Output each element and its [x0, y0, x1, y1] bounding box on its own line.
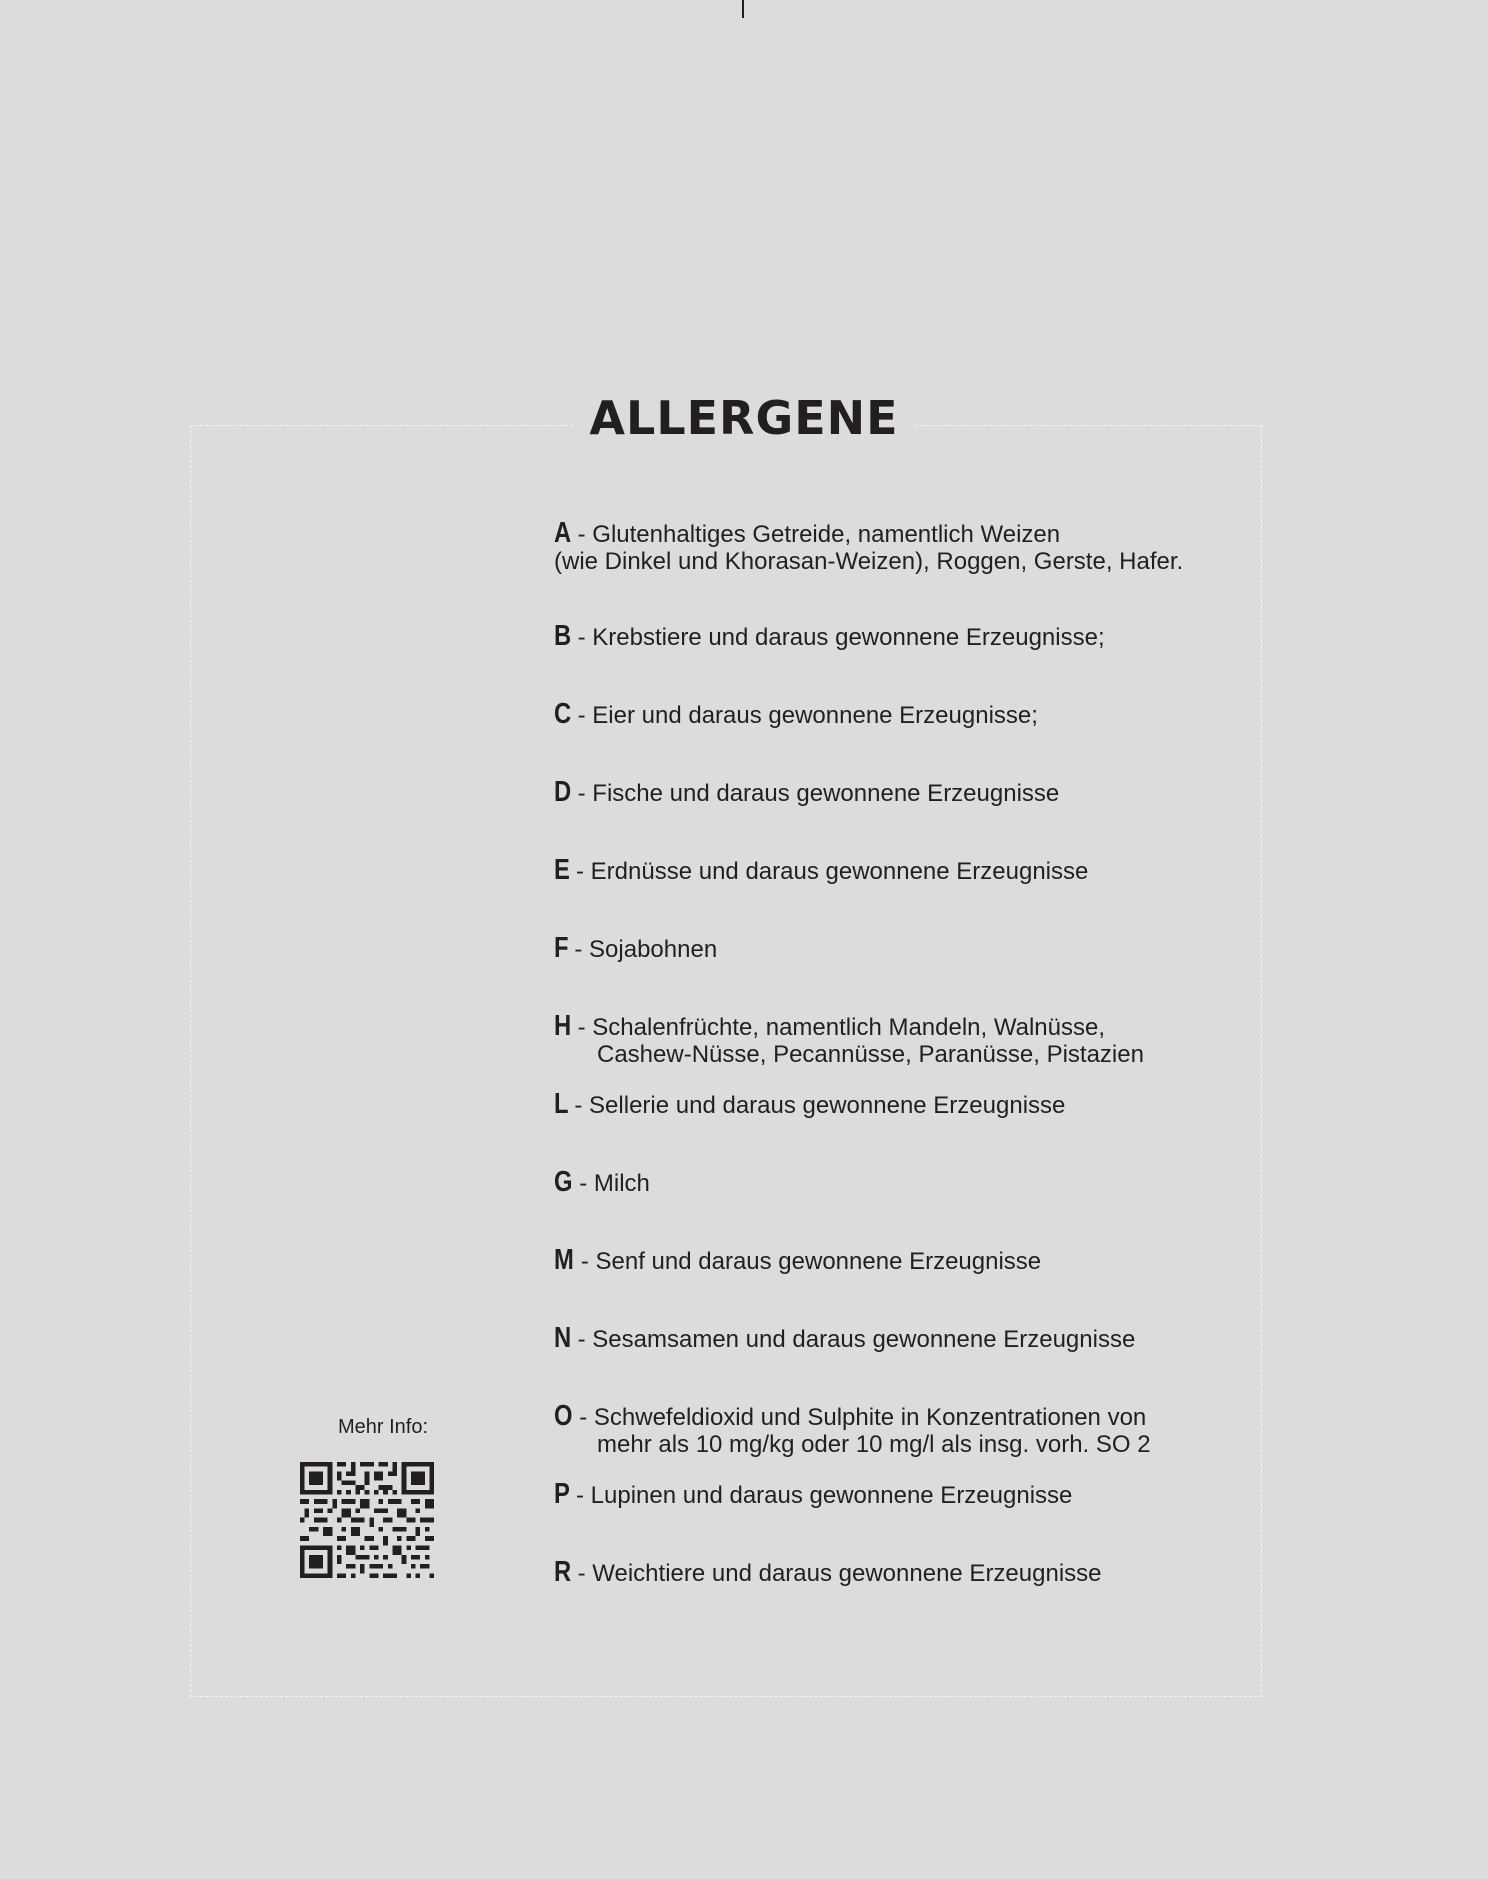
- allergen-code: B: [554, 620, 572, 652]
- allergen-description: - Sesamsamen und daraus gewonnene Erzeugnisse: [577, 1326, 1136, 1353]
- allergen-description: - Krebstiere und daraus gewonnene Erzeugnisse;: [577, 624, 1105, 651]
- allergen-code: P: [554, 1478, 570, 1510]
- allergen-description: - Milch: [579, 1170, 650, 1197]
- allergen-h: [554, 1010, 1254, 1068]
- allergen-description: - Weichtiere und daraus gewonnene Erzeugnisse: [577, 1560, 1102, 1587]
- allergen-l: [554, 1088, 1254, 1120]
- allergen-code: D: [554, 776, 572, 808]
- allergen-code: F: [554, 932, 569, 964]
- allergen-code: L: [554, 1088, 569, 1120]
- allergen-m: [554, 1244, 1254, 1276]
- allergen-description: - Sellerie und daraus gewonnene Erzeugnisse: [574, 1092, 1066, 1119]
- allergen-code: A: [554, 517, 572, 549]
- allergen-code: R: [554, 1556, 572, 1588]
- allergen-description-line2: (wie Dinkel und Khorasan-Weizen), Roggen, Gerste, Hafer.: [554, 548, 1184, 575]
- allergen-code: G: [554, 1166, 573, 1198]
- allergen-code: M: [554, 1244, 574, 1276]
- allergen-r: [554, 1556, 1254, 1588]
- allergen-description: - Sojabohnen: [574, 936, 718, 963]
- allergen-description-line2: mehr als 10 mg/kg oder 10 mg/l als insg. vorh. SO 2: [597, 1431, 1151, 1458]
- allergen-description: - Senf und daraus gewonnene Erzeugnisse: [580, 1248, 1042, 1275]
- allergen-description: - Fische und daraus gewonnene Erzeugnisse: [577, 780, 1060, 807]
- allergen-description: - Lupinen und daraus gewonnene Erzeugnisse: [576, 1482, 1073, 1509]
- allergen-description-line2: Cashew-Nüsse, Pecannüsse, Paranüsse, Pistazien: [597, 1041, 1144, 1068]
- allergen-description: - Schalenfrüchte, namentlich Mandeln, Walnüsse,: [577, 1014, 1106, 1041]
- allergen-code: O: [554, 1400, 573, 1432]
- allergen-b: [554, 620, 1254, 652]
- allergen-g: [554, 1166, 1254, 1198]
- allergen-description: - Schwefeldioxid und Sulphite in Konzentrationen von: [579, 1404, 1147, 1431]
- allergen-e: [554, 854, 1254, 886]
- allergen-d: [554, 776, 1254, 808]
- allergen-description: - Erdnüsse und daraus gewonnene Erzeugnisse: [576, 858, 1089, 885]
- page-title: ALLERGENE: [574, 390, 914, 446]
- allergen-c: [554, 698, 1254, 730]
- qr-code-icon[interactable]: [300, 1462, 434, 1578]
- allergen-code: H: [554, 1010, 572, 1042]
- allergen-description: - Eier und daraus gewonnene Erzeugnisse;: [577, 702, 1038, 729]
- allergen-f: [554, 932, 1254, 964]
- allergen-code: E: [554, 854, 570, 886]
- allergen-p: [554, 1478, 1254, 1510]
- allergen-code: C: [554, 698, 572, 730]
- allergen-a: [554, 517, 1254, 575]
- allergen-o: [554, 1400, 1254, 1458]
- crop-mark: [742, 0, 744, 18]
- allergen-description: - Glutenhaltiges Getreide, namentlich Weizen: [577, 521, 1061, 548]
- more-info-label: Mehr Info:: [338, 1416, 429, 1438]
- allergen-n: [554, 1322, 1254, 1354]
- allergen-code: N: [554, 1322, 572, 1354]
